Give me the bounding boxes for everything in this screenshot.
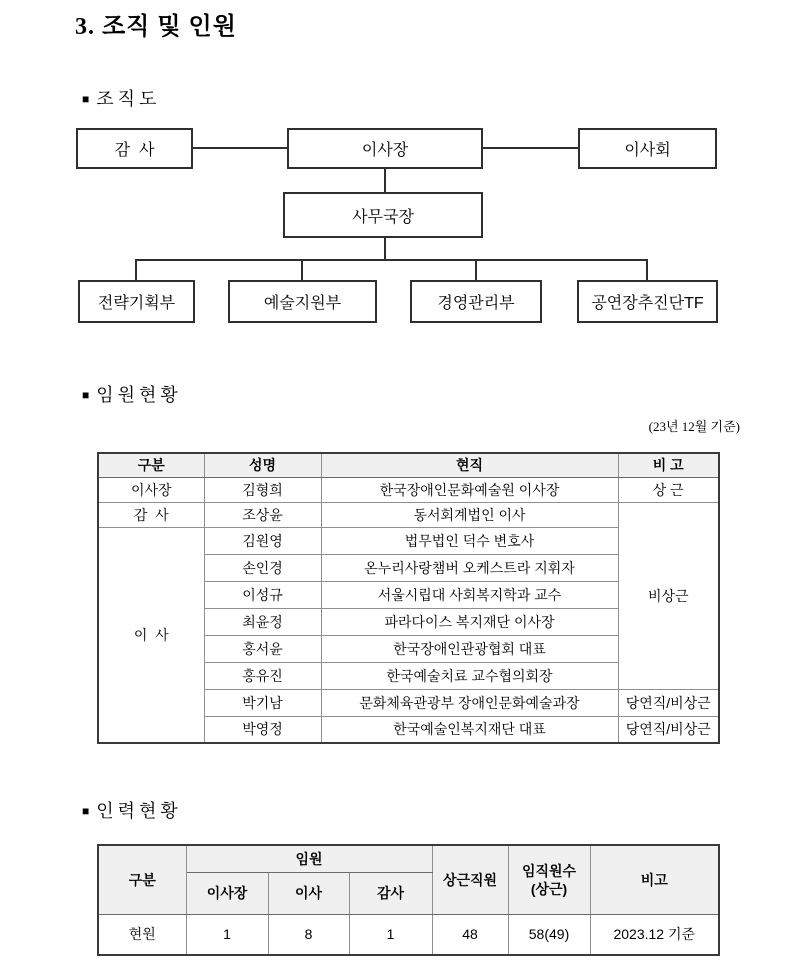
cell-position: 온누리사랑챔버 오케스트라 지휘자 (321, 554, 618, 581)
cell-position: 동서회계법인 이사 (321, 502, 618, 527)
cell-directors: 8 (268, 914, 349, 955)
executives-table (97, 452, 720, 744)
cell-name: 박기남 (204, 689, 321, 716)
personnel-table (97, 844, 720, 956)
org-box-dept-arts: 예술지원부 (228, 280, 377, 323)
col-header-note: 비고 (590, 845, 719, 914)
connector-stub-dept4 (646, 259, 648, 280)
cell-position: 한국예술인복지재단 대표 (321, 716, 618, 743)
col-subheader-chairman: 이사장 (186, 872, 268, 914)
org-box-secretary-general: 사무국장 (283, 192, 483, 238)
connector-branch-horizontal (135, 259, 648, 261)
org-box-dept-management: 경영관리부 (410, 280, 542, 323)
org-box-chairman: 이사장 (287, 128, 483, 169)
cell-name: 손인경 (204, 554, 321, 581)
cell-chairman: 1 (186, 914, 268, 955)
cell-position: 한국장애인문화예술원 이사장 (321, 477, 618, 502)
table-row (98, 477, 719, 502)
org-box-dept-strategy: 전략기획부 (78, 280, 195, 323)
org-box-audit: 감 사 (76, 128, 193, 169)
section-heading-orgchart (82, 85, 160, 111)
table-header-row (98, 453, 719, 477)
cell-name: 최윤정 (204, 608, 321, 635)
col-header-name: 성명 (204, 453, 321, 477)
cell-note: 상 근 (618, 477, 719, 502)
cell-position: 한국장애인관광협회 대표 (321, 635, 618, 662)
section-heading-personnel (82, 797, 182, 823)
section-heading-label: 인력현황 (96, 801, 182, 821)
org-box-board: 이사회 (578, 128, 717, 169)
as-of-date-note: (23년 12월 기준) (648, 419, 740, 434)
cell-position: 서울시립대 사회복지학과 교수 (321, 581, 618, 608)
col-subheader-auditor: 감사 (349, 872, 432, 914)
cell-position: 문화체육관광부 장애인문화예술과장 (321, 689, 618, 716)
cell-name: 이성규 (204, 581, 321, 608)
cell-position: 한국예술치료 교수협의회장 (321, 662, 618, 689)
cell-name: 박영정 (204, 716, 321, 743)
cell-auditors: 1 (349, 914, 432, 955)
table-row (98, 914, 719, 955)
square-bullet-icon: ■ (82, 804, 90, 818)
cell-position: 파라다이스 복지재단 이사장 (321, 608, 618, 635)
section-heading-label: 임원현황 (96, 385, 182, 405)
cell-note: 당연직/비상근 (618, 716, 719, 743)
col-header-category: 구분 (98, 453, 204, 477)
cell-note: 당연직/비상근 (618, 689, 719, 716)
square-bullet-icon: ■ (82, 388, 90, 402)
cell-fulltime: 48 (432, 914, 508, 955)
col-header-total-line1: 임직원수 (521, 862, 577, 879)
section-heading-label: 조직도 (96, 89, 161, 109)
cell-note: 2023.12 기준 (590, 914, 719, 955)
cell-name: 김원영 (204, 527, 321, 554)
connector-chairman-secgen (384, 169, 386, 192)
cell-name: 홍유진 (204, 662, 321, 689)
cell-category: 현원 (98, 914, 186, 955)
cell-total: 58(49) (508, 914, 590, 955)
cell-name: 조상윤 (204, 502, 321, 527)
col-header-category: 구분 (98, 845, 186, 914)
cell-position: 법무법인 덕수 변호사 (321, 527, 618, 554)
col-subheader-director: 이사 (268, 872, 349, 914)
connector-stub-dept1 (135, 259, 137, 280)
col-header-total-line2: (상근) (530, 880, 568, 897)
page-title: 3. 조직 및 인원 (75, 14, 237, 40)
col-header-position: 현직 (321, 453, 618, 477)
cell-name: 홍서윤 (204, 635, 321, 662)
connector-audit-chairman (193, 147, 287, 149)
connector-stub-dept3 (475, 259, 477, 280)
col-header-note: 비 고 (618, 453, 719, 477)
col-header-total (508, 845, 590, 914)
cell-note-merged: 비상근 (618, 502, 719, 689)
section-heading-executives (82, 381, 182, 407)
cell-category: 이사장 (98, 477, 204, 502)
table-header-row (98, 845, 719, 872)
cell-name: 김형희 (204, 477, 321, 502)
cell-category: 감 사 (98, 502, 204, 527)
connector-stub-dept2 (301, 259, 303, 280)
col-header-executives-group: 임원 (186, 845, 432, 872)
square-bullet-icon: ■ (82, 92, 90, 106)
org-box-dept-theater-tf: 공연장추진단TF (577, 280, 718, 323)
connector-chairman-board (483, 147, 578, 149)
table-row (98, 502, 719, 527)
connector-secgen-branch (384, 238, 386, 260)
cell-category-merged: 이 사 (98, 527, 204, 743)
col-header-fulltime-staff: 상근직원 (432, 845, 508, 914)
